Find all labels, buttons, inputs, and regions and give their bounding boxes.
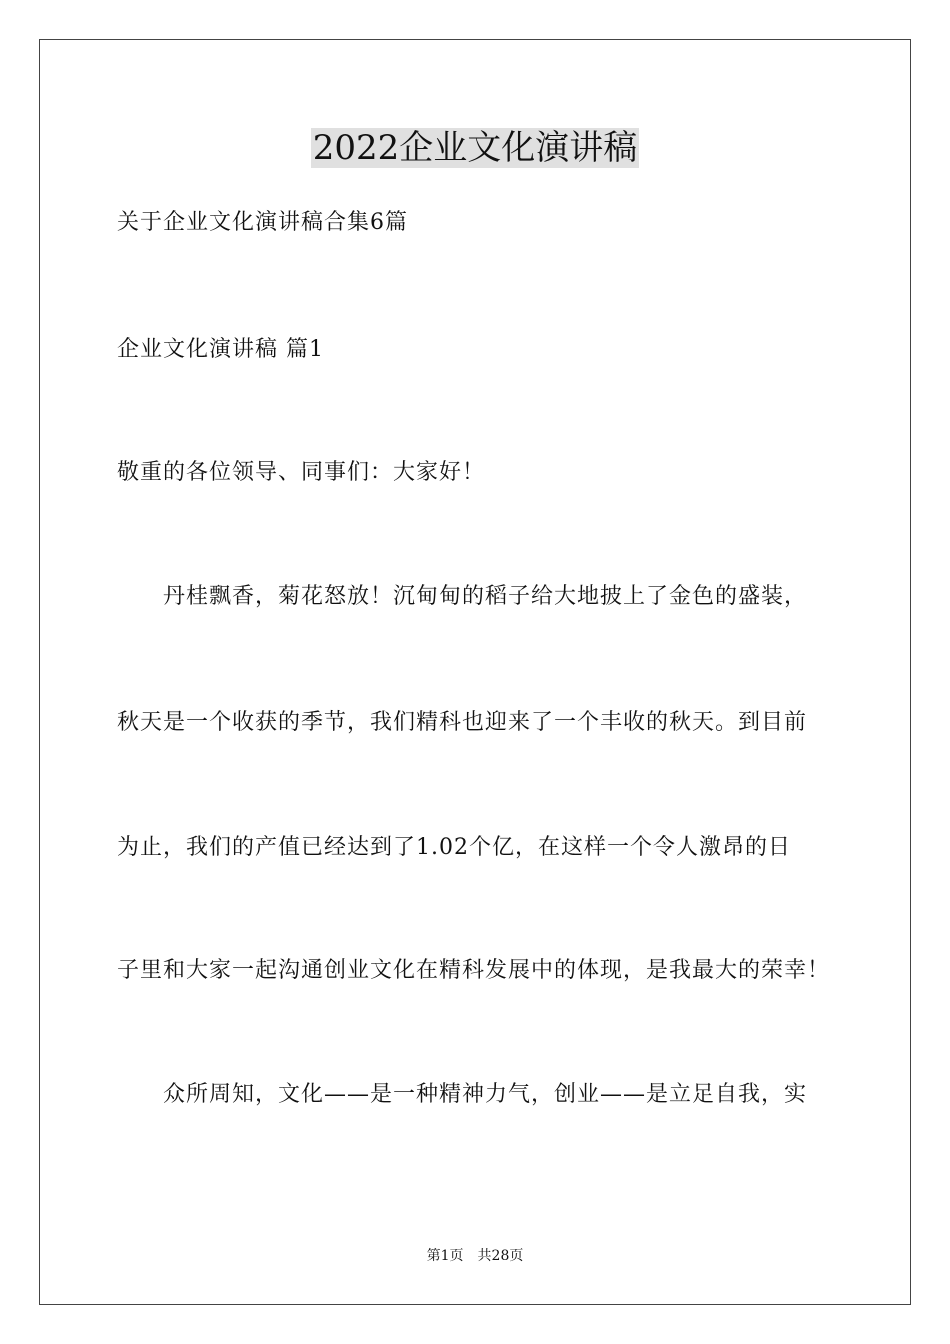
paragraph-line: 秋天是一个收获的季节，我们精科也迎来了一个丰收的秋天。到目前: [117, 710, 808, 735]
document-title: [0, 127, 950, 169]
section-heading: 企业文化演讲稿 篇1: [117, 337, 324, 362]
paragraph-line: 丹桂飘香，菊花怒放！沉甸甸的稻子给大地披上了金色的盛装，: [163, 584, 808, 609]
paragraph-line: 子里和大家一起沟通创业文化在精科发展中的体现，是我最大的荣幸！: [117, 958, 831, 983]
paragraph-line: 为止，我们的产值已经达到了1.02个亿，在这样一个令人激昂的日: [117, 835, 791, 860]
greeting-line: 敬重的各位领导、同事们：大家好！: [117, 460, 486, 485]
document-title-text: 2022企业文化演讲稿: [312, 128, 638, 168]
subtitle-line: 关于企业文化演讲稿合集6篇: [117, 210, 408, 235]
page-footer: 第1页 共28页: [426, 1248, 524, 1264]
paragraph-line: 众所周知，文化——是一种精神力气，创业——是立足自我，实: [163, 1082, 808, 1107]
